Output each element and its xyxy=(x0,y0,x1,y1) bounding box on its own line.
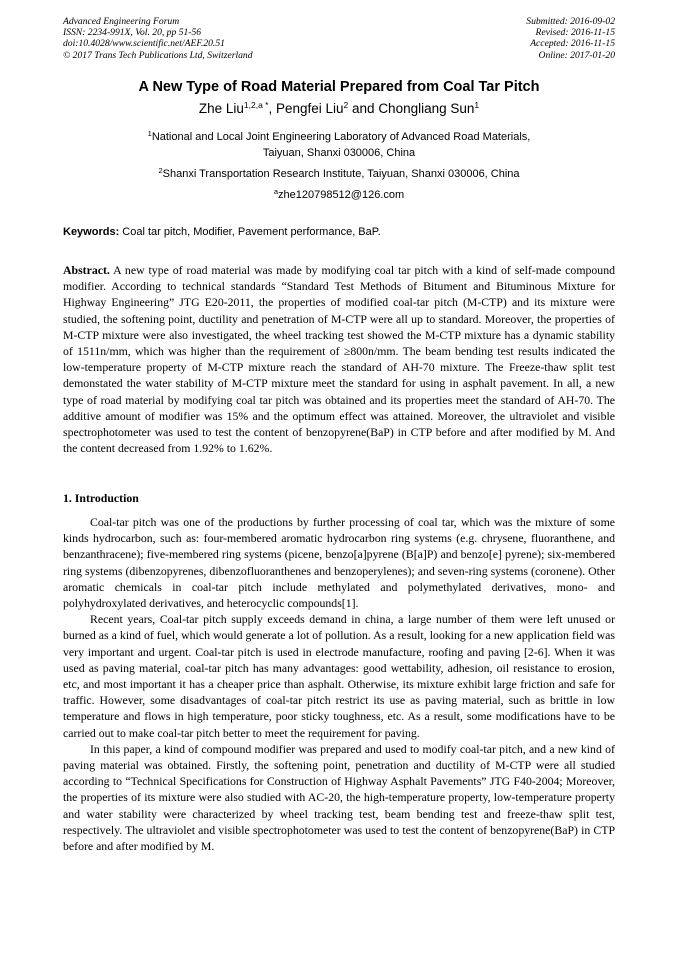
abstract xyxy=(63,262,615,456)
date-online: Online: 2017-01-20 xyxy=(538,49,615,61)
keywords-text: Coal tar pitch, Modifier, Pavement performance, BaP. xyxy=(119,226,381,238)
affiliation-line: $^1$National and Local Joint Engineering Laboratory of Advanced Road Materials, xyxy=(147,129,531,143)
affiliation-mark: 1 xyxy=(147,129,152,138)
affiliation-2: $^2$Shanxi Transportation Research Institute, Taiyuan, Shanxi 030006, China xyxy=(158,166,520,180)
journal-name: Advanced Engineering Forum xyxy=(63,16,180,27)
publication-dates xyxy=(526,16,615,61)
author-separator: and xyxy=(348,101,379,116)
author-email: $^a$zhe120798512@126.com xyxy=(273,187,405,201)
author-affiliation-mark: 1,2,a * xyxy=(243,100,269,110)
affiliation-line: Taiyuan, Shanxi 030006, China xyxy=(262,147,416,159)
date-accepted: Accepted: 2016-11-15 xyxy=(530,38,615,50)
journal-issn: ISSN: 2234-991X, Vol. 20, pp 51-56 xyxy=(63,27,202,39)
affiliation-mark: a xyxy=(273,187,278,196)
affiliation-1 xyxy=(0,129,678,161)
date-submitted: Submitted: 2016-09-02 xyxy=(526,16,615,27)
abstract-label: Abstract. xyxy=(63,263,110,277)
author-affiliation-mark: 1 xyxy=(474,100,480,110)
journal-copyright: © 2017 Trans Tech Publications Ltd, Switzerland xyxy=(63,49,253,61)
author-list xyxy=(0,101,678,116)
journal-header xyxy=(63,16,615,64)
paragraph: In this paper, a kind of compound modifier was prepared and used to modify coal-tar pitch, and a new kind of paving material was obtained. Firstly, the softening point, penetration and ductility of M-CTP were all studied according to “Technical Specifications for Construction of Highway Asphalt Pavements” JTG F40-2004; Moreover, the properties of its mixture were also studied with AC-20, the high-temperature property, low-temperature property and water stability were characterized by wheel tracking test, beam bending test and freeze-thaw split test, respectively. The ultraviolet and visible spectrophotometer was used to test the content of benzopyrene(BaP) in CTP before and after modified by M. xyxy=(63,741,615,854)
journal-doi: doi:10.4028/www.scientific.net/AEF.20.51 xyxy=(63,38,225,50)
journal-info xyxy=(63,16,253,61)
section-heading: 1. Introduction xyxy=(63,491,139,505)
paper-title: A New Type of Road Material Prepared from Coal Tar Pitch xyxy=(138,79,540,95)
affiliation-mark: 2 xyxy=(158,166,163,175)
introduction-body xyxy=(63,514,615,854)
author-name: Pengfei Liu xyxy=(275,101,344,116)
date-revised: Revised: 2016-11-15 xyxy=(535,27,615,39)
paragraph: Coal-tar pitch was one of the productions by further processing of coal tar, which was the mixture of some kinds hydrocarbon, such as: four-membered aromatic hydrocarbon ring systems (e.g. chrysene, fluoranthene, and benzanthracene); five-membered ring systems (picene, benzo[a]pyrene (B[a]P) and benzo[e] pyrene); six-membered ring systems (dibenzopyrenes, dibenzofluoranthenes and benzoperylenes); and seven-ring systems (coronene). Other aromatic chemicals in coal-tar pitch include methylated and polymethylated derivatives, mono- and polyhydroxylated derivatives, and heterocyclic compounds[1]. xyxy=(63,515,615,611)
author-affiliation-mark: 2 xyxy=(343,100,349,110)
author-name: Zhe Liu xyxy=(198,101,244,116)
author-name: Chongliang Sun xyxy=(378,101,475,116)
keywords xyxy=(63,226,615,238)
keywords-label: Keywords: xyxy=(63,226,120,238)
author-separator: , xyxy=(268,101,276,116)
abstract-text: A new type of road material was made by modifying coal tar pitch with a kind of self-made compound modifier. According to technical standards “Standard Test Methods of Bitument and Bituminous Mixture for Highway Engineering” JTG E20-2011, the properties of modified coal-tar pitch (M-CTP) and its mixture were studied, the softening point, ductility and penetration of M-CTP were all up to standard. Moreover, the properties of M-CTP mixture were also investigated, the wheel tracking test showed the M-CTP mixture has a dynamic stability of 1511n/mm, which was higher than the requirement of ≥800n/mm. The beam bending test results indicated the low-temperature property of M-CTP mixture reach the standard of AH-70 mixture. The Freeze-thaw split test demonstated the water stability of M-CTP mixture meet the standard for using in asphalt pavement. In all, a new type of road material by modifying coal tar pitch was obtained and its properties meet the standard of AH-70. The additive amount of modifier was 15% and the optimum effect was attained. Moreover, the ultraviolet and visible spectrophotometer was used to test the content of benzopyrene(BaP) in CTP before and after modified by M. And the content decreased from 1.92% to 1.62%. xyxy=(63,263,615,456)
paragraph: Recent years, Coal-tar pitch supply exceeds demand in china, a large number of them were left unused or burned as a kind of fuel, which would generate a lot of pollution. As a result, looking for a new application field was very important and urgent. Coal-tar pitch is used in electrode manufacture, roofing and paving [2-6]. When it was used as paving material, coal-tar pitch has many advantages: good wettability, adhesion, oil resistance to erosion, etc, and most important it has a cheaper price than asphalt. Otherwise, its mixture exhibit large friction and safe for traffic. However, some disadvantages of coal-tar pitch restrict its use as paving material, such as brittle in low temperature and flows in high temperature, poor sticky toughness, etc. As a result, some modifications have to be carried out to make coal-tar pitch better to meet the requirement for paving. xyxy=(63,612,615,740)
